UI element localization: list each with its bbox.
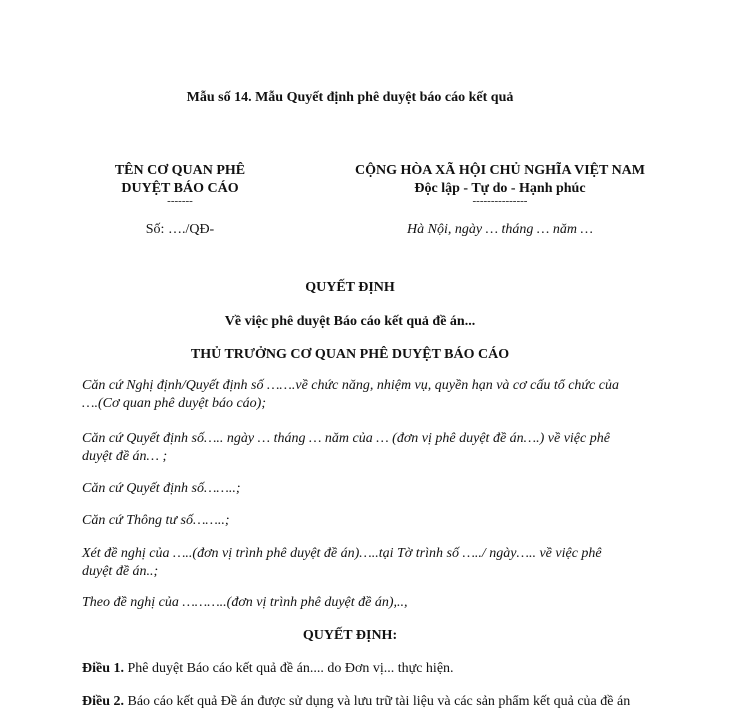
- document-number: Số: …./QĐ-: [145, 222, 215, 237]
- article-1-text: Phê duyệt Báo cáo kết quả đề án.... do Đơn vị... thực hiện.: [124, 661, 454, 676]
- legal-basis-item: Căn cứ Thông tư số……..;: [82, 513, 230, 528]
- agency-separator: -------: [167, 195, 193, 207]
- agency-name-line1: TÊN CƠ QUAN PHÊ: [114, 163, 246, 178]
- legal-basis-item: Căn cứ Nghị định/Quyết định số …….về chức năng, nhiệm vụ, quyền hạn và cơ cấu tổ chức của ….(Cơ quan phê duyệt báo cáo);: [82, 378, 619, 411]
- decides-heading: QUYẾT ĐỊNH:: [302, 628, 398, 643]
- national-motto: Độc lập - Tự do - Hạnh phúc: [414, 181, 586, 196]
- place-and-date: Hà Nội, ngày … tháng … năm …: [407, 222, 593, 237]
- authority-title: THỦ TRƯỞNG CƠ QUAN PHÊ DUYỆT BÁO CÁO: [190, 347, 510, 362]
- legal-basis-item: Căn cứ Quyết định số……..;: [82, 481, 241, 496]
- article-1-label: Điều 1.: [82, 661, 124, 676]
- legal-basis-item: Theo đề nghị của ………..(đơn vị trình phê duyệt đề án),..,: [82, 595, 408, 610]
- motto-separator: ---------------: [472, 195, 528, 207]
- article-2: [82, 693, 630, 710]
- legal-basis-item: Xét đề nghị của …..(đơn vị trình phê duyệt đề án)…..tại Tờ trình số …../ ngày….. về việc phê duyệt đề án..;: [82, 546, 602, 579]
- decision-title: QUYẾT ĐỊNH: [305, 280, 395, 295]
- article-1: [82, 660, 454, 677]
- decision-subject: Về việc phê duyệt Báo cáo kết quả đề án...: [224, 314, 476, 329]
- article-2-label: Điều 2.: [82, 694, 124, 709]
- nation-name: CỘNG HÒA XÃ HỘI CHỦ NGHĨA VIỆT NAM: [354, 163, 645, 178]
- form-title: Mẫu số 14. Mẫu Quyết định phê duyệt báo cáo kết quả: [186, 90, 514, 105]
- agency-name-line2: DUYỆT BÁO CÁO: [121, 181, 239, 196]
- legal-basis-item: Căn cứ Quyết định số….. ngày … tháng … năm của … (đơn vị phê duyệt đề án….) về việc phê duyệt đề án… ;: [82, 431, 610, 464]
- article-2-text: Báo cáo kết quả Đề án được sử dụng và lưu trữ tài liệu và các sản phẩm kết quả của đề án: [124, 694, 631, 709]
